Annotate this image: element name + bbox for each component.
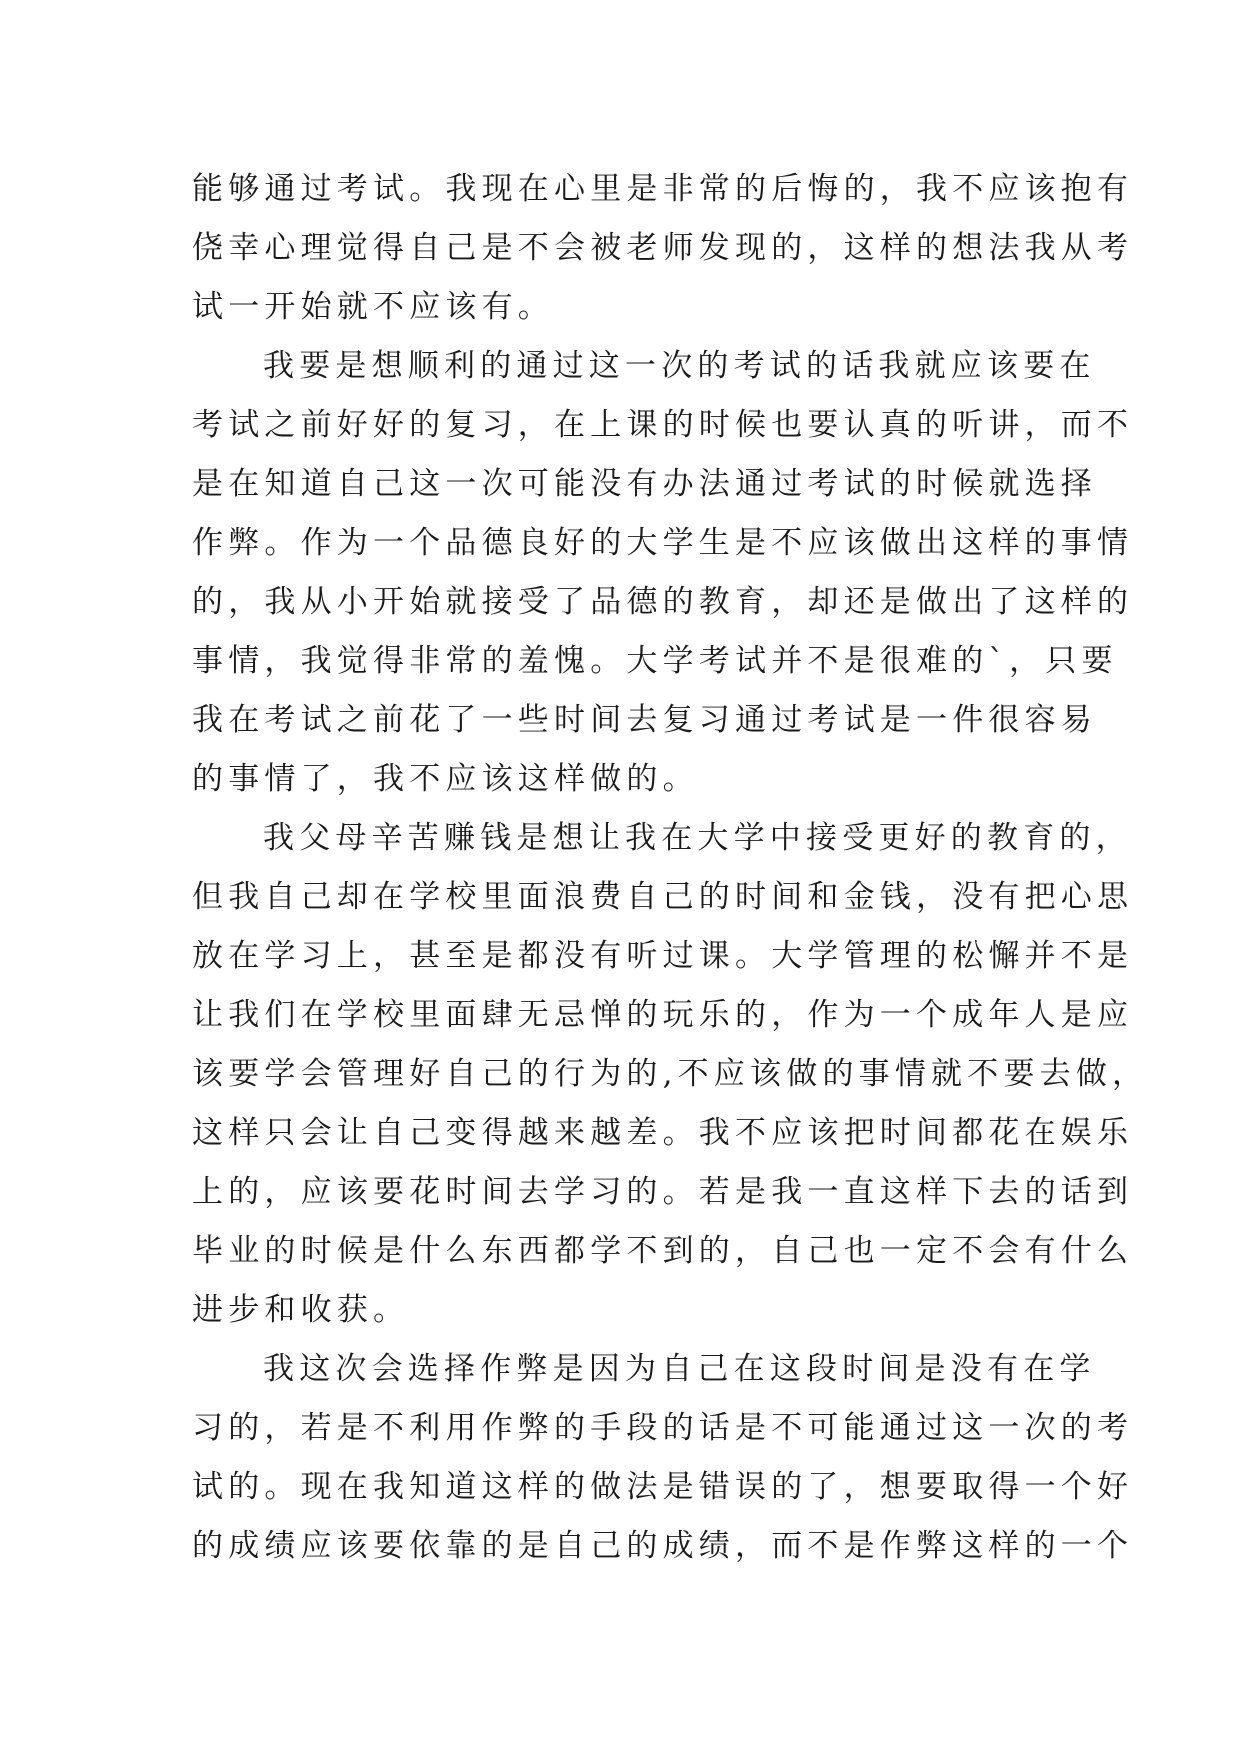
paragraph-4	[192, 1340, 1134, 1576]
text-line: 我在考试之前花了一些时间去复习通过考试是一件很容易	[192, 702, 1097, 738]
text-line: 进步和收获。	[192, 1292, 410, 1328]
text-line: 试的。现在我知道这样的做法是错误的了，想要取得一个好	[192, 1469, 1134, 1505]
text-line: 让我们在学校里面肆无忌惮的玩乐的，作为一个成年人是应	[192, 997, 1134, 1033]
text-line: 习的，若是不利用作弊的手段的话是不可能通过这一次的考	[192, 1410, 1134, 1446]
document-body	[192, 160, 1149, 1576]
text-line: 毕业的时候是什么东西都学不到的，自己也一定不会有什么	[192, 1233, 1134, 1269]
paragraph-2	[192, 337, 1134, 809]
text-line: 侥幸心理觉得自己是不会被老师发现的，这样的想法我从考	[192, 230, 1134, 266]
text-line: 但我自己却在学校里面浪费自己的时间和金钱，没有把心思	[192, 879, 1134, 915]
text-line: 事情，我觉得非常的羞愧。大学考试并不是很难的`，只要	[192, 643, 1118, 679]
text-line: 能够通过考试。我现在心里是非常的后悔的，我不应该抱有	[192, 171, 1134, 207]
text-line-indented: 我这次会选择作弊是因为自己在这段时间是没有在学	[263, 1351, 1096, 1387]
text-line: 作弊。作为一个品德良好的大学生是不应该做出这样的事情	[192, 525, 1134, 561]
text-line: 放在学习上，甚至是都没有听过课。大学管理的松懈并不是	[192, 938, 1134, 974]
paragraph-3	[192, 809, 1149, 1340]
text-line: 是在知道自己这一次可能没有办法通过考试的时候就选择	[192, 466, 1097, 502]
text-line: 的事情了，我不应该这样做的。	[192, 761, 699, 797]
text-line-indented: 我要是想顺利的通过这一次的考试的话我就应该要在	[263, 348, 1096, 384]
text-line: 的，我从小开始就接受了品德的教育，却还是做出了这样的	[192, 584, 1134, 620]
text-line: 的成绩应该要依靠的是自己的成绩，而不是作弊这样的一个	[192, 1528, 1134, 1564]
text-line-indented: 我父母辛苦赚钱是想让我在大学中接受更好的教育的，	[263, 820, 1132, 856]
text-line: 考试之前好好的复习，在上课的时候也要认真的听讲，而不	[192, 407, 1134, 443]
text-line: 该要学会管理好自己的行为的,不应该做的事情就不要去做，	[192, 1056, 1149, 1092]
paragraph-1	[192, 160, 1134, 337]
text-line: 试一开始就不应该有。	[192, 289, 554, 325]
text-line: 这样只会让自己变得越来越差。我不应该把时间都花在娱乐	[192, 1115, 1134, 1151]
text-line: 上的，应该要花时间去学习的。若是我一直这样下去的话到	[192, 1174, 1134, 1210]
